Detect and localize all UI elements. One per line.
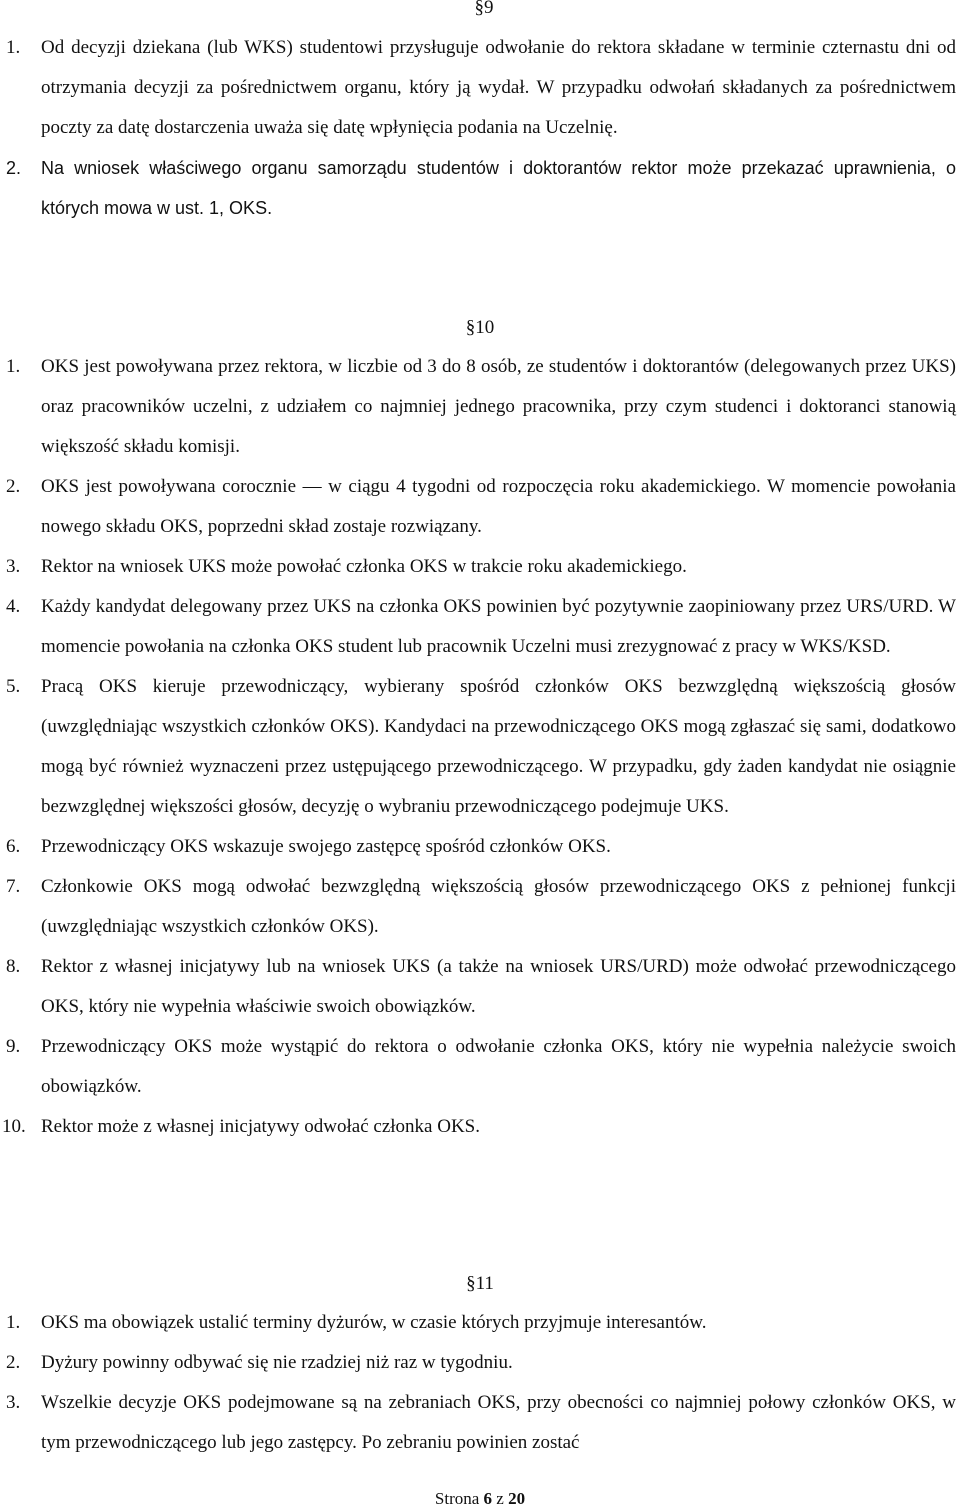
item-text: Rektor na wniosek UKS może powołać członka OKS w trakcie roku akademickiego.	[41, 556, 687, 577]
page-footer	[0, 1488, 960, 1510]
item-text: OKS jest powoływana corocznie — w ciągu 4 tygodni od rozpoczęcia roku akademickiego. W momencie powołania nowego składu OKS, poprzedni skład zostaje rozwiązany.	[41, 476, 956, 537]
item-number: 8.	[6, 956, 21, 977]
item-text: OKS ma obowiązek ustalić terminy dyżurów, w czasie których przyjmuje interesantów.	[41, 1312, 707, 1333]
item-number: 3.	[6, 1392, 21, 1413]
item-text: Wszelkie decyzje OKS podejmowane są na zebraniach OKS, przy obecności co najmniej połowy członków OKS, w tym przewodniczącego lub jego zastępcy. Po zebraniu powinien zostać	[41, 1392, 956, 1453]
list-item	[0, 667, 960, 827]
item-text: Przewodniczący OKS wskazuje swojego zastępcę spośród członków OKS.	[41, 836, 611, 857]
item-number: 7.	[6, 876, 21, 897]
item-number: 10.	[2, 1116, 26, 1137]
footer-separator: z	[496, 1489, 504, 1508]
footer-prefix: Strona	[434, 1489, 480, 1508]
item-text: Przewodniczący OKS może wystąpić do rektora o odwołanie członka OKS, który nie wypełnia należycie swoich obowiązków.	[41, 1036, 956, 1097]
list-item	[0, 827, 960, 867]
list-item	[0, 347, 960, 467]
item-text: Każdy kandydat delegowany przez UKS na członka OKS powinien być pozytywnie zaopiniowany przez URS/URD. W momencie powołania na członka OKS student lub pracownik Uczelni musi zrezygnować z pracy w WKS/KSD.	[41, 596, 956, 657]
list-item	[0, 1107, 960, 1147]
list-item	[0, 1303, 960, 1343]
item-number: 9.	[6, 1036, 21, 1057]
footer-current-page: 6	[483, 1489, 493, 1508]
item-number: 2.	[6, 476, 21, 497]
list-item	[0, 1343, 960, 1383]
list-item	[0, 467, 960, 547]
section-11-list	[0, 1303, 960, 1463]
item-number: 2.	[6, 158, 22, 178]
list-item	[0, 547, 960, 587]
section-heading-11: §11	[466, 1273, 494, 1294]
item-text: Rektor z własnej inicjatywy lub na wniosek UKS (a także na wniosek URS/URD) może odwołać przewodniczącego OKS, który nie wypełnia właściwie swoich obowiązków.	[41, 956, 956, 1017]
item-number: 2.	[6, 1352, 21, 1373]
item-number: 6.	[6, 836, 21, 857]
list-item	[0, 148, 960, 228]
list-item	[0, 867, 960, 947]
item-text: Członkowie OKS mogą odwołać bezwzględną większością głosów przewodniczącego OKS z pełnionej funkcji (uwzględniając wszystkich członków OKS).	[41, 876, 956, 937]
list-item	[0, 947, 960, 1027]
item-text: Na wniosek właściwego organu samorządu studentów i doktorantów rektor może przekazać uprawnienia, o których mowa w ust. 1, OKS.	[41, 158, 956, 218]
list-item	[0, 1027, 960, 1107]
list-item	[0, 28, 960, 148]
section-10-list	[0, 347, 960, 1147]
item-number: 1.	[6, 1312, 21, 1333]
item-text: Pracą OKS kieruje przewodniczący, wybierany spośród członków OKS bezwzględną większością głosów (uwzględniając wszystkich członków OKS). Kandydaci na przewodniczącego OKS mogą zgłaszać się sami, dodatkowo mogą być również wyznaczeni przez ustępującego przewodniczącego. W przypadku, gdy żaden kandydat nie osiągnie bezwzględnej większości głosów, decyzję o wybraniu przewodniczącego podejmuje UKS.	[41, 676, 956, 817]
section-9-list	[0, 28, 960, 228]
item-number: 1.	[6, 37, 21, 58]
item-number: 5.	[6, 676, 21, 697]
list-item	[0, 587, 960, 667]
item-number: 4.	[6, 596, 21, 617]
item-text: OKS jest powoływana przez rektora, w liczbie od 3 do 8 osób, ze studentów i doktorantów (delegowanych przez UKS) oraz pracowników uczelni, z udziałem co najmniej jednego pracownika, przy czym studenci i doktoranci stanowią większość składu komisji.	[41, 356, 956, 457]
footer-total-pages: 20	[508, 1489, 526, 1508]
item-number: 3.	[6, 556, 21, 577]
item-text: Od decyzji dziekana (lub WKS) studentowi przysługuje odwołanie do rektora składane w terminie czternastu dni od otrzymania decyzji za pośrednictwem organu, który ją wydał. W przypadku odwołań składanych za pośrednictwem poczty za datę dostarczenia uważa się datę wpłynięcia podania na Uczelnię.	[41, 37, 956, 138]
item-number: 1.	[6, 356, 21, 377]
item-text: Dyżury powinny odbywać się nie rzadziej niż raz w tygodniu.	[41, 1352, 513, 1373]
list-item	[0, 1383, 960, 1463]
item-text: Rektor może z własnej inicjatywy odwołać członka OKS.	[41, 1116, 480, 1137]
section-heading-10: §10	[465, 317, 495, 338]
section-heading-9: §9	[474, 0, 494, 18]
